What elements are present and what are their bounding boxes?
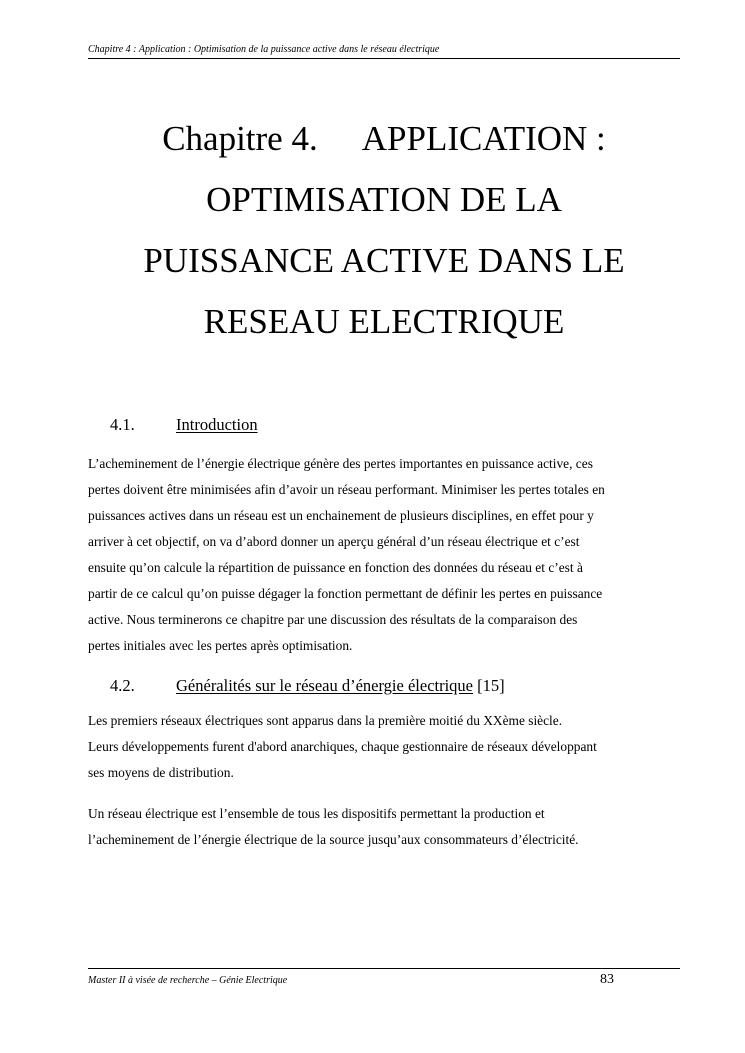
generalites-paragraph-2 (88, 801, 673, 853)
chapter-title-text-1: APPLICATION : (361, 119, 606, 158)
generalites-paragraph-1 (88, 708, 673, 786)
chapter-title-line-3: PUISSANCE ACTIVE DANS LE (143, 241, 625, 280)
paragraph-line: L’acheminement de l’énergie électrique génère des pertes importantes en puissance active, ces (88, 456, 593, 471)
paragraph-line: pertes doivent être minimisées afin d’avoir un réseau performant. Minimiser les pertes totales en (88, 482, 605, 497)
section-number: 4.2. (110, 676, 135, 695)
chapter-title-line-1 (88, 108, 680, 169)
citation-reference: [15] (473, 676, 505, 695)
paragraph-line: Un réseau électrique est l’ensemble de tous les dispositifs permettant la production et (88, 806, 545, 821)
paragraph-line: l’acheminement de l’énergie électrique de la source jusqu’aux consommateurs d’électricité. (88, 832, 579, 847)
paragraph-line: ses moyens de distribution. (88, 765, 234, 780)
footer-text: Master II à visée de recherche – Génie Electrique (88, 975, 288, 986)
paragraph-line: active. Nous terminerons ce chapitre par une discussion des résultats de la comparaison des (88, 612, 578, 627)
paragraph-line: Les premiers réseaux électriques sont apparus dans la première moitié du XXème siècle. (88, 713, 563, 728)
section-heading-generalites (110, 676, 505, 696)
paragraph-line: pertes initiales avec les pertes après optimisation. (88, 638, 353, 653)
paragraph-line: Leurs développements furent d'abord anarchiques, chaque gestionnaire de réseaux développant (88, 739, 597, 754)
paragraph-line: puissances actives dans un réseau est un enchainement de plusieurs disciplines, en effet pour y (88, 508, 594, 523)
section-number: 4.1. (110, 415, 135, 434)
page-number: 83 (600, 972, 614, 987)
chapter-title (88, 108, 680, 352)
running-footer (88, 968, 680, 993)
introduction-paragraph (88, 451, 673, 659)
section-title: Introduction (176, 415, 258, 434)
chapter-number: Chapitre 4. (162, 119, 318, 158)
paragraph-line: ensuite qu’on calcule la répartition de puissance en fonction des données du réseau et c’est à (88, 560, 583, 575)
running-header: Chapitre 4 : Application : Optimisation de la puissance active dans le réseau électrique (88, 43, 680, 59)
chapter-title-line-2: OPTIMISATION DE LA (206, 180, 562, 219)
section-heading-introduction (110, 415, 258, 435)
paragraph-line: arriver à cet objectif, on va d’abord donner un aperçu général d’un réseau électrique et c’est (88, 534, 580, 549)
chapter-title-line-4: RESEAU ELECTRIQUE (203, 302, 565, 341)
section-title: Généralités sur le réseau d’énergie électrique (176, 676, 473, 695)
paragraph-line: partir de ce calcul qu’on puisse dégager la fonction permettant de définir les pertes en puissance (88, 586, 603, 601)
